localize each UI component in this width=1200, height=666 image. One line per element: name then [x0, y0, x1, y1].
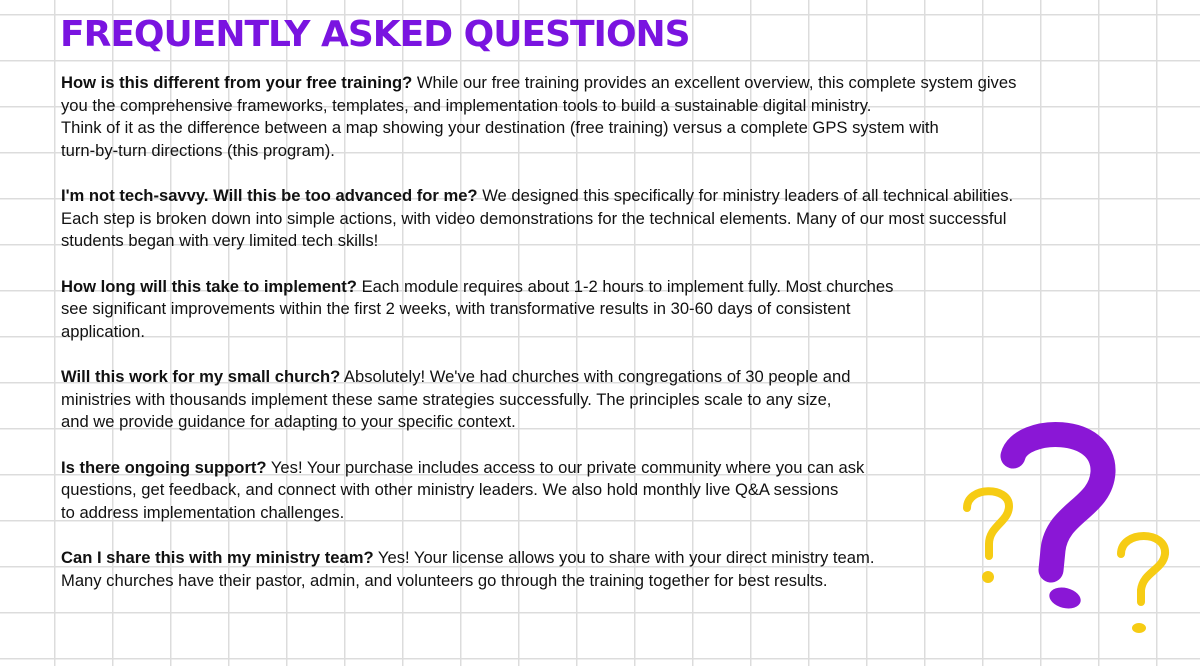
- faq-answer-line: Think of it as the difference between a map showing your destination (free training) versus a complete GPS system with: [61, 118, 939, 137]
- faq-answer-line: Each step is broken down into simple actions, with video demonstrations for the technical elements. Many of our most successful: [61, 208, 1007, 228]
- faq-item: [61, 72, 1121, 162]
- faq-first-line: [61, 366, 1121, 389]
- faq-answer-line: Many churches have their pastor, admin, and volunteers go through the training together for best results.: [61, 570, 828, 590]
- faq-item: [61, 185, 1121, 253]
- faq-answer-line: you the comprehensive frameworks, templates, and implementation tools to build a sustainable digital ministry.: [61, 95, 872, 115]
- question-mark-icon-yellow-left: [967, 491, 1009, 583]
- faq-answer-line: We designed this specifically for ministry leaders of all technical abilities.: [477, 186, 1014, 205]
- question-mark-icon-yellow-right: [1121, 536, 1165, 633]
- faq-question: Will this work for my small church?: [61, 367, 341, 386]
- faq-answer-line: students began with very limited tech skills!: [61, 231, 379, 250]
- faq-answer-line: see significant improvements within the first 2 weeks, with transformative results in 30-60 days of consistent: [61, 299, 851, 318]
- faq-answer-line: to address implementation challenges.: [61, 502, 345, 522]
- faq-answer-line: questions, get feedback, and connect with other ministry leaders. We also hold monthly live Q&A sessions: [61, 480, 839, 499]
- faq-question: Is there ongoing support?: [61, 457, 267, 477]
- question-mark-icon-purple: [1013, 435, 1103, 612]
- faq-answer-line: ministries with thousands implement these same strategies successfully. The principles scale to any size,: [61, 389, 832, 409]
- faq-question: Can I share this with my ministry team?: [61, 548, 374, 567]
- faq-first-line: [61, 72, 1121, 95]
- faq-first-line: [61, 185, 1121, 208]
- faq-question: How long will this take to implement?: [61, 276, 357, 296]
- faq-answer-line: turn-by-turn directions (this program).: [61, 140, 335, 160]
- page-title: FREQUENTLY ASKED QUESTIONS: [60, 14, 690, 55]
- faq-question: How is this different from your free training?: [61, 73, 413, 92]
- faq-answer-line: Absolutely! We've had churches with congregations of 30 people and: [340, 367, 851, 386]
- question-marks-decoration: [955, 420, 1195, 650]
- faq-answer-line: Yes! Your license allows you to share with your direct ministry team.: [373, 548, 875, 567]
- faq-answer-line: Each module requires about 1-2 hours to implement fully. Most churches: [356, 276, 894, 296]
- faq-answer-line: application.: [61, 321, 145, 341]
- faq-item: [61, 276, 1121, 344]
- faq-answer-line: and we provide guidance for adapting to your specific context.: [61, 412, 516, 431]
- faq-answer-line: Yes! Your purchase includes access to our private community where you can ask: [266, 457, 865, 477]
- faq-first-line: [61, 276, 1121, 299]
- faq-question: I'm not tech-savvy. Will this be too advanced for me?: [61, 186, 478, 205]
- faq-answer-line: While our free training provides an excellent overview, this complete system gives: [412, 73, 1017, 92]
